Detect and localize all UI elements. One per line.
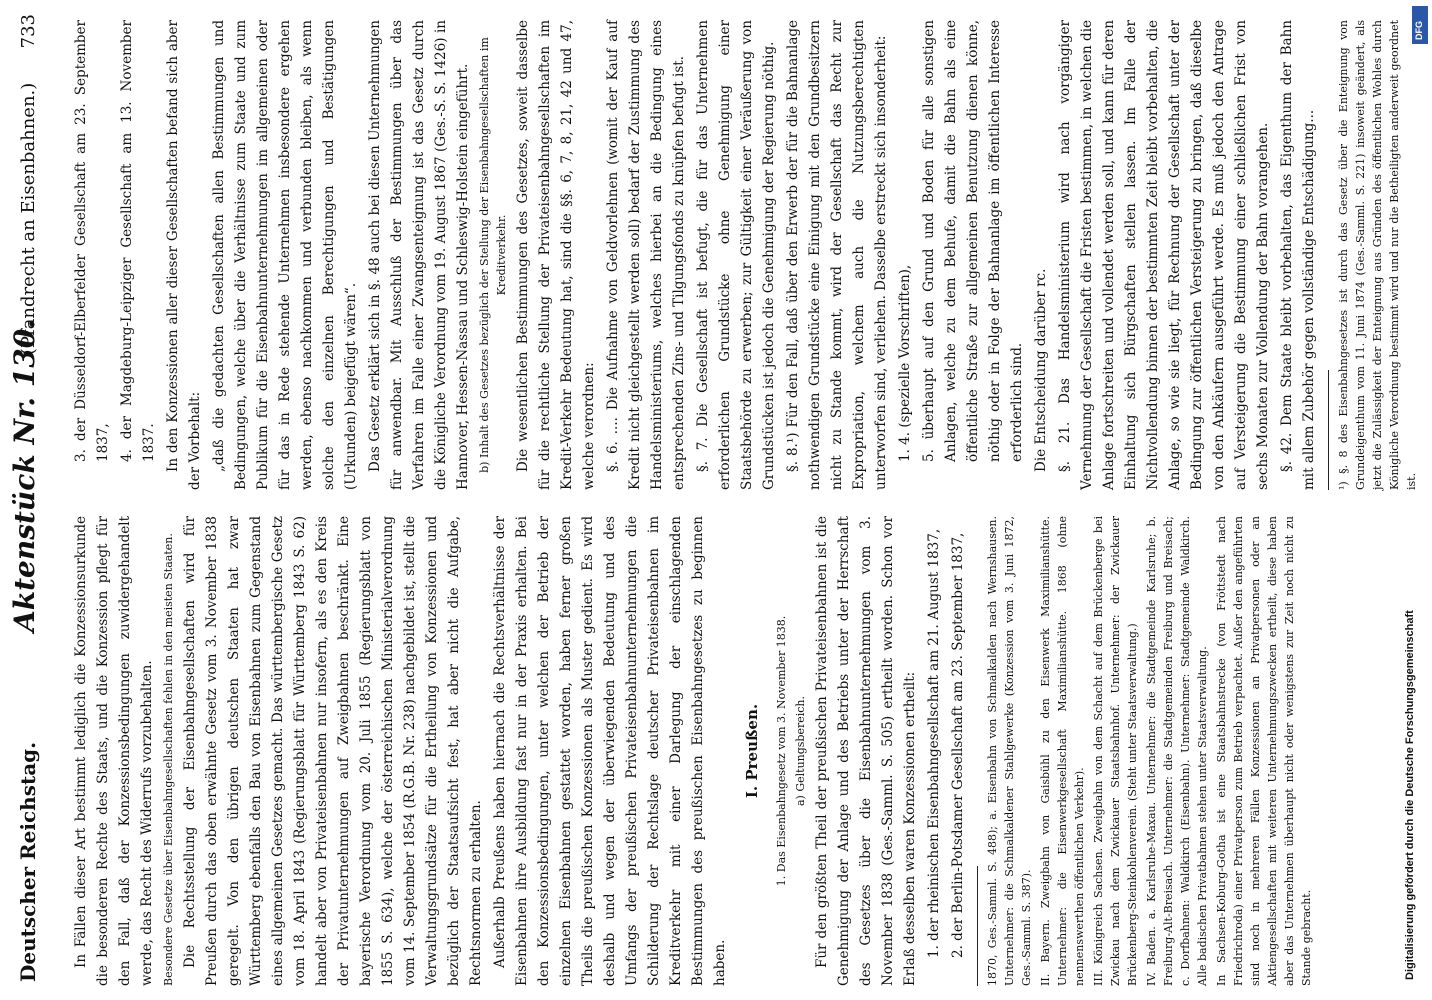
- section-heading: I. Preußen.: [743, 703, 761, 799]
- header-page-number: [18, 14, 39, 355]
- footnote: 1870, Ges.-Samml. S. 488); a. Eisenbahn von Schmalkalden nach Wernshausen. Unternehmer: die Schmalkaldener Stahlgewerke (Konzession vom 3. Juni 1872, Ges.-Samml. S. 387).: [986, 516, 1033, 986]
- footnote: IV. Baden. a. Karlsruhe-Maxau. Unternehmer: die Stadtgemeinde Karlsruhe; b. Freiburg-Alt-Breisach. Unternehmer: die Stadtgemeinden Freiburg und Breisach; c. Dorfbahnen: Waldkirch (Eisenbahn). Unternehmer: Stadtgemeinde Waldkirch. Alle badischen Privatbahnen stehen unter Staatsverwaltung.: [1145, 516, 1209, 986]
- list-item: 1. 4. (spezielle Vorschriften),: [897, 264, 913, 462]
- quotation: „daß die gedachten Gesellschaften allen Bestimmungen und Bedingungen, welche über die Verhältnisse zum Staate und zum Publikum für die Eisenbahnunternehmungen im allgemeinen oder für das in Rede stehende Unternehmen insbesondere ergehen werden, ebenso nachkommen und verbunden bleiben, als wenn solche den einzelnen Berechtigungen und Bestätigungen (Urkunden) beigefügt wären“.: [211, 20, 359, 490]
- footnote-divider: [1328, 370, 1329, 490]
- paragraph: Die wesentlichen Bestimmungen des Gesetzes, soweit dasselbe für die rechtliche Stellung der Privateisenbahngesellschaften im Kredit-Verkehr Bedeutung hat, sind die §§. 6, 7, 8, 21, 42 und 47, welche verordnen:: [515, 20, 597, 490]
- footnote: In Sachsen-Koburg-Gotha ist eine Staatsbahnstrecke (von Fröttstedt nach Friedrichroda) einer Privatperson zum Betrieb verpachtet. Außer den angeführten sind noch in mehreren Fällen Konzessionen an Privatpersonen oder an Aktiengesellschaften mit weiteren Unternehmungszwecken ertheilt, diese haben aber das Unternehmen überhaupt nicht oder wenigstens zur Zeit noch nicht zu Stande gebracht.: [1215, 516, 1313, 986]
- footnote: II. Bayern. Zweigbahn von Gaisbühl zu den Eisenwerk Maximilianshütte. Unternehmer: die Eisenwerkgesellschaft Maximilianshütte. 1868 (ohne nennenswerthen öffentlichen Verkehr).: [1039, 516, 1086, 986]
- footnote: ¹) §. 8 des Eisenbahngesetzes ist durch das Gesetz über die Enteignung von Grundeigenthum vom 11. Juni 1874 (Ges.-Samml. S. 221) insoweit geändert, als jetzt die Zulässigkeit der Enteignung aus Gründen des öffentlichen Wohles durch Königliche Verordnung bestimmt wird und nur die Betheiligten anderweit geordnet ist.: [1337, 20, 1418, 490]
- paragraph: In den Konzessionen aller dieser Gesellschaften befand sich aber der Vorbehalt:: [165, 20, 203, 490]
- page-number: 733: [18, 14, 39, 49]
- list-item: 3. der Düsseldorf-Elberfelder Gesellschaft am 23. September 1837,: [73, 20, 111, 462]
- right-column: [70, 20, 1418, 490]
- dfg-logo-text: DFG: [1414, 21, 1424, 40]
- header-document-number: Aktenstück Nr. 130.: [8, 319, 41, 632]
- paragraph: §. 42. Dem Staate bleibt vorbehalten, das Eigenthum der Bahn mit allem Zubehör gegen vollständige Entschädigung...: [1279, 20, 1317, 490]
- subsection-heading: b) Inhalt des Gesetzes bezüglich der Stellung der Eisenbahngesellschaften im Kreditverkehr.: [478, 37, 508, 473]
- paragraph: §. 6. .... Die Aufnahme von Geldvorlehnen (womit der Kauf auf Kredit nicht gleichgestellt werden soll) bedarf der Zustimmung des Handelsministeriums, welches hierbei an die Bedingung eines entsprechenden Zins- und Tilgungsfonds zu knüpfen befugt ist.: [605, 20, 687, 490]
- subsection-heading: a) Geltungsbereich.: [794, 695, 807, 807]
- footnote-divider: [977, 866, 978, 986]
- paragraph: Außerhalb Preußens haben hiernach die Rechtsverhältnisse der Eisenbahnen ihre Ausbildung fast nur in der Praxis erhalten. Bei den Konzessionsbedingungen, unter welchen der Betrieb der einzelnen Eisenbahnen gestattet worden, haben ferner großen Theils die preußischen Konzessionen als Muster gedient. Es wird deshalb und wegen der überwiegenden Bedeutung und des Umfangs der preußischen Privateisenbahnunternehmungen die Schilderung der Rechtslage deutscher Privateisenbahnen im Kreditverkehr mit einer Darlegung der einschlagenden Bestimmungen des preußischen Eisenbahngesetzes zu beginnen haben.: [492, 516, 728, 986]
- left-column: [70, 516, 1370, 986]
- list-item: 4. der Magdeburg-Leipziger Gesellschaft am 13. November 1837.: [119, 20, 157, 462]
- digitization-credit: [1392, 0, 1432, 1000]
- list-item: 2. der Berlin-Potsdamer Gesellschaft am 23. September 1837,: [950, 532, 966, 958]
- footnote: III. Königreich Sachsen. Zweigbahn von dem Schacht auf dem Brückenberge bei Zwickau nach dem Zwickauer Staatsbahnhof. Unternehmer: der Zwickauer Brückenberg-Steinkohlenverein. (Steht unter Staatsverwaltung.): [1092, 516, 1139, 986]
- credit-text: Digitalisierung gefördert durch die Deutsche Forschungsgemeinschaft: [1404, 610, 1416, 980]
- paragraph: In Fällen dieser Art bestimmt lediglich die Konzessionsurkunde die besonderen Rechte des Staats, und die Konzession pflegt für den Fall, daß der Konzessionsbedingungen zuwidergehandelt werde, das Recht des Widerrufs vorzubehalten.: [73, 516, 155, 986]
- paragraph: Die Rechtsstellung der Eisenbahngesellschaften wird für Preußen durch das oben erwähnte Gesetz vom 3. November 1838 geregelt. Von den übrigen deutschen Staaten hat zwar Württemberg ebenfalls den Bau von Eisenbahnen zum Gegenstand eines allgemeinen Gesetzes gemacht. Das württembergische Gesetz vom 18. April 1843 (Regierungsblatt für Württemberg 1843 S. 62) handelt aber von Privateisenbahnen nur insofern, als es den Kreis der Privatunternehmungen auf Zweigbahnen beschränkt. Eine bayerische Verordnung vom 20. Juli 1855 (Regierungsblatt von 1855 S. 634), welche der österreichischen Ministerialverordnung vom 14. September 1854 (R.G.B. Nr. 238) nachgebildet ist, stellt die Verwaltungsgrundsätze für die Ertheilung von Konzessionen und bezüglich der Staatsaufsicht fest, hat aber nicht die Aufgabe, Rechtsnormen zu erhalten.: [182, 516, 484, 986]
- paragraph: Das Gesetz erklärt sich in §. 48 auch bei diesen Unternehmungen für anwendbar. Mit Ausschluß der Bestimmungen über das Verfahren im Falle einer Zwangsenteignung ist das Gesetz durch die Königliche Verordnung vom 19. August 1867 (Ges.-S. S. 1426) in Hannover, Hessen-Nassau und Schleswig-Holstein eingeführt.: [367, 20, 471, 490]
- paragraph: Die Entscheidung darüber rc.: [1033, 268, 1049, 472]
- header-subject: (Pfandrecht an Eisenbahnen.): [18, 82, 39, 356]
- list-item: 5. überhaupt auf den Grund und Boden für alle sonstigen Anlagen, welche zu dem Behufe, damit die Bahn als eine öffentliche Straße zur allgemeinen Benutzung dienen könne, nöthig oder in Folge der Bahnanlage im öffentlichen Interesse erforderlich sind.: [921, 20, 1025, 462]
- paragraph-note: Besondere Gesetze über Eisenbahngesellschaften fehlen in den meisten Staaten.: [162, 533, 175, 986]
- header-publication: Deutscher Reichstag.: [16, 741, 40, 982]
- paragraph: §. 7. Die Gesellschaft ist befugt, die für das Unternehmen erforderlichen Grundstücke ohne Genehmigung einer Staatsbehörde zu erwerben; zur Gültigkeit einer Veräußerung von Grundstücken ist jedoch die Genehmigung der Regierung nöthig.: [695, 20, 777, 490]
- paragraph: §. 8.¹) Für den Fall, daß über den Erwerb der für die Bahnanlage nothwendigen Grundstücke eine Einigung mit den Grundbesitzern nicht zu Stande kommt, wird der Gesellschaft das Recht zur Expropriation, welchem auch die Nutzungsberechtigten unterworfen sind, verliehen. Dasselbe erstreckt sich insonderheit:: [785, 20, 889, 490]
- paragraph: Für den größten Theil der preußischen Privateisenbahnen ist die Genehmigung der Anlage und des Betriebs unter der Herrschaft des Gesetzes über die Eisenbahnunternehmungen vom 3. November 1838 (Ges.-Samml. S. 505) ertheilt worden. Schon vor Erlaß desselben waren Konzessionen ertheilt:: [814, 516, 918, 986]
- paragraph: §. 21. Das Handelsministerium wird nach vorgängiger Vernehmung der Gesellschaft die Fristen bestimmen, in welchen die Anlage fortschreiten und vollendet werden soll, und kann für deren Einhaltung sich Bürgschaften stellen lassen. Im Falle der Nichtvollendung binnen der bestimmten Zeit bleibt vorbehalten, die Anlage, so wie sie liegt, für Rechnung der Gesellschaft unter der Bedingung zur öffentlichen Versteigerung zu bringen, daß dieselbe von den Ankäufern ausgeführt werde. Es muß jedoch den Antrage auf Versteigerung die Bestimmung einer schließlichen Frist von sechs Monaten zur Vollendung der Bahn vorangehen.: [1057, 20, 1271, 490]
- subsection-heading: 1. Das Eisenbahngesetz vom 3. November 1838.: [775, 615, 788, 887]
- dfg-logo: [1412, 6, 1428, 44]
- page-header: [6, 8, 46, 992]
- list-item: 1. der rheinischen Eisenbahngesellschaft am 21. August 1837,: [926, 528, 942, 958]
